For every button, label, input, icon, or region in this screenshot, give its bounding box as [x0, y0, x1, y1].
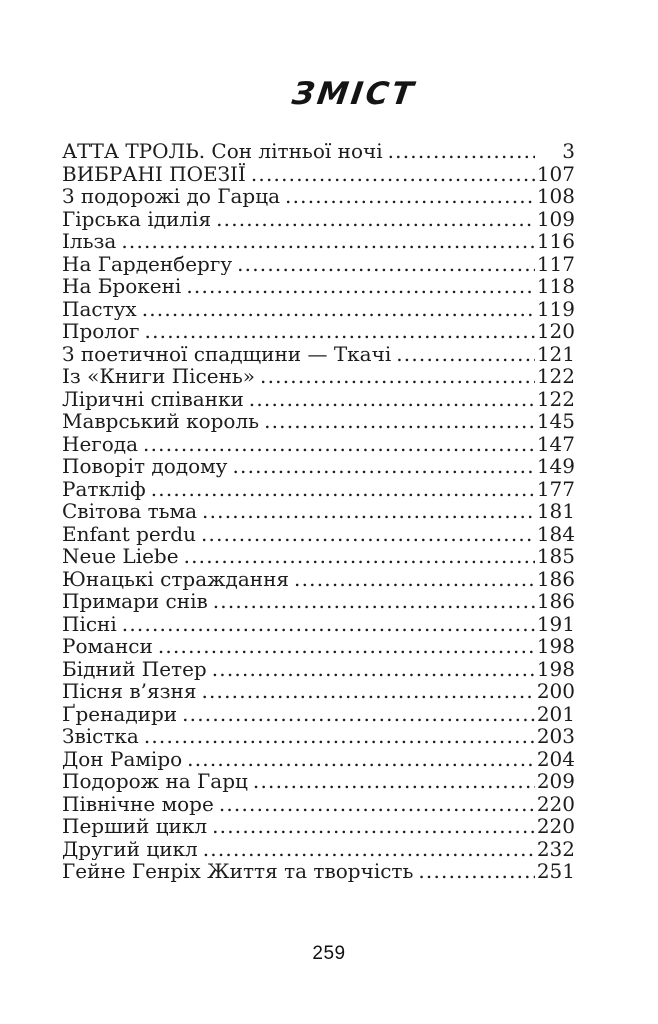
toc-entry-page: 191	[536, 612, 575, 635]
toc-entry-page: 145	[536, 410, 575, 433]
toc-entry-page: 204	[536, 747, 575, 770]
toc-entry-label: З поетичної спадщини — Ткачі	[62, 342, 392, 365]
toc-entry-label: Перший цикл	[62, 815, 208, 838]
dot-leader	[143, 433, 535, 456]
toc-entry-page: 232	[536, 837, 575, 860]
dot-leader	[121, 230, 534, 253]
toc-entry-page: 109	[536, 207, 575, 230]
dot-leader	[203, 838, 535, 861]
toc-entry-label: Юнацькі страждання	[62, 567, 290, 590]
dot-leader	[418, 860, 534, 883]
toc-entry-label: Пастух	[62, 297, 137, 320]
toc-entry	[62, 140, 575, 163]
dot-leader	[151, 478, 535, 501]
toc-entry	[62, 433, 575, 456]
toc-entry	[62, 703, 575, 726]
toc-entry-page: 120	[536, 320, 575, 343]
dot-leader	[216, 208, 535, 231]
toc-entry-page: 185	[536, 545, 575, 568]
toc-entry	[62, 568, 575, 591]
toc-entry-page: 220	[536, 815, 575, 838]
toc-entry-page: 149	[536, 455, 575, 478]
dot-leader	[396, 343, 535, 366]
toc-entry	[62, 680, 575, 703]
toc-entry-label: Із «Книги Пісень»	[62, 365, 256, 388]
toc-entry-label: Пісня в’язня	[62, 680, 197, 703]
toc-entry-page: 116	[536, 230, 575, 253]
dot-leader	[237, 253, 535, 276]
toc-entry-label: На Брокені	[62, 275, 182, 298]
toc-entry-label: Другий цикл	[62, 837, 198, 860]
dot-leader	[253, 770, 535, 793]
toc-entry-page: 200	[536, 680, 575, 703]
dot-leader	[232, 455, 534, 478]
dot-leader	[260, 365, 535, 388]
toc-entry	[62, 365, 575, 388]
dot-leader	[219, 793, 535, 816]
toc-entry-label: Бідний Петер	[62, 657, 207, 680]
dot-leader	[186, 275, 534, 298]
page-number: 259	[312, 943, 346, 964]
toc-entry	[62, 770, 575, 793]
toc-entry	[62, 838, 575, 861]
toc-entry	[62, 523, 575, 546]
dot-leader	[182, 703, 535, 726]
toc-entry	[62, 343, 575, 366]
dot-leader	[294, 568, 535, 591]
toc-entry-page: 198	[536, 635, 575, 658]
toc-entry-label: ВИБРАНІ ПОЕЗІЇ	[62, 162, 246, 185]
dot-leader	[264, 410, 535, 433]
dot-leader	[144, 725, 535, 748]
toc-entry	[62, 500, 575, 523]
toc-entry	[62, 388, 575, 411]
toc-entry-label: З подорожі до Гарца	[62, 185, 281, 208]
toc-entry-label: Ліричні співанки	[62, 387, 244, 410]
toc-entry-page: 118	[536, 275, 575, 298]
toc-entry-page: 198	[536, 657, 575, 680]
dot-leader	[145, 320, 535, 343]
toc-entry-label: Гейне Генріх Життя та творчість	[62, 860, 414, 883]
dot-leader	[187, 748, 535, 771]
toc-entry-label: Романси	[62, 635, 153, 658]
toc-entry-label: АТТА ТРОЛЬ. Сон літньої ночі	[62, 140, 383, 163]
toc-entry-label: Подорож на Гарц	[62, 770, 248, 793]
toc-entry-page: 122	[536, 387, 575, 410]
toc-entry-label: Поворіт додому	[62, 455, 228, 478]
dot-leader	[251, 163, 535, 186]
toc-entry-label: Пісні	[62, 612, 117, 635]
toc-entry-page: 147	[536, 432, 575, 455]
toc-entry-page: 119	[536, 297, 575, 320]
toc-entry-page: 184	[536, 522, 575, 545]
toc-entry	[62, 613, 575, 636]
toc-entry	[62, 410, 575, 433]
toc-entry-label: Негода	[62, 432, 139, 455]
page-title: ЗМІСТ	[289, 76, 419, 112]
toc-entry	[62, 590, 575, 613]
dot-leader	[201, 523, 535, 546]
toc-entry-label: Північне море	[62, 792, 214, 815]
toc-entry-label: Гірська ідилія	[62, 207, 212, 230]
dot-leader	[212, 658, 535, 681]
toc-entry-label: Світова тьма	[62, 500, 198, 523]
dot-leader	[388, 140, 535, 163]
dot-leader	[213, 590, 535, 613]
toc-entry-label: Маврський король	[62, 410, 260, 433]
toc-entry-page: 201	[536, 702, 575, 725]
dot-leader	[142, 298, 535, 321]
toc-entry-page: 203	[536, 725, 575, 748]
toc-entry-page: 122	[536, 365, 575, 388]
toc-entry-page: 177	[536, 477, 575, 500]
toc-entry	[62, 230, 575, 253]
toc-entry	[62, 163, 575, 186]
table-of-contents	[62, 140, 575, 883]
dot-leader	[249, 388, 535, 411]
toc-entry	[62, 748, 575, 771]
dot-leader	[285, 185, 535, 208]
toc-entry	[62, 185, 575, 208]
dot-leader	[184, 545, 535, 568]
dot-leader	[202, 500, 535, 523]
toc-entry-page: 186	[536, 567, 575, 590]
toc-entry-page: 117	[536, 252, 575, 275]
toc-entry	[62, 298, 575, 321]
dot-leader	[158, 635, 535, 658]
toc-entry-label: Звістка	[62, 725, 139, 748]
toc-entry	[62, 455, 575, 478]
dot-leader	[201, 680, 534, 703]
toc-entry	[62, 635, 575, 658]
toc-entry-page: 251	[536, 860, 575, 883]
toc-entry	[62, 860, 575, 883]
toc-entry	[62, 793, 575, 816]
toc-entry-label: Примари снів	[62, 590, 208, 613]
toc-entry	[62, 253, 575, 276]
toc-entry	[62, 658, 575, 681]
toc-entry	[62, 208, 575, 231]
toc-entry	[62, 545, 575, 568]
toc-entry-label: Дон Раміро	[62, 747, 183, 770]
dot-leader	[122, 613, 535, 636]
toc-entry-page: 121	[536, 342, 575, 365]
toc-entry-page: 107	[536, 162, 575, 185]
dot-leader	[212, 815, 535, 838]
toc-entry-label: Ільза	[62, 230, 117, 253]
toc-entry-label: Пролог	[62, 320, 140, 343]
toc-entry-label: На Гарденбергу	[62, 252, 233, 275]
toc-entry-page: 220	[536, 792, 575, 815]
toc-entry	[62, 815, 575, 838]
toc-entry	[62, 725, 575, 748]
toc-entry	[62, 320, 575, 343]
toc-entry-page: 181	[536, 500, 575, 523]
toc-entry-label: Enfant perdu	[62, 522, 196, 545]
toc-entry-page: 108	[536, 185, 575, 208]
toc-entry-label: Раткліф	[62, 477, 146, 500]
toc-entry-page: 186	[536, 590, 575, 613]
toc-entry-page: 209	[536, 770, 575, 793]
toc-entry-page: 3	[562, 140, 575, 163]
toc-entry-label: Neue Liebe	[62, 545, 179, 568]
toc-entry	[62, 275, 575, 298]
toc-entry-label: Ґренадири	[62, 702, 178, 725]
toc-entry	[62, 478, 575, 501]
